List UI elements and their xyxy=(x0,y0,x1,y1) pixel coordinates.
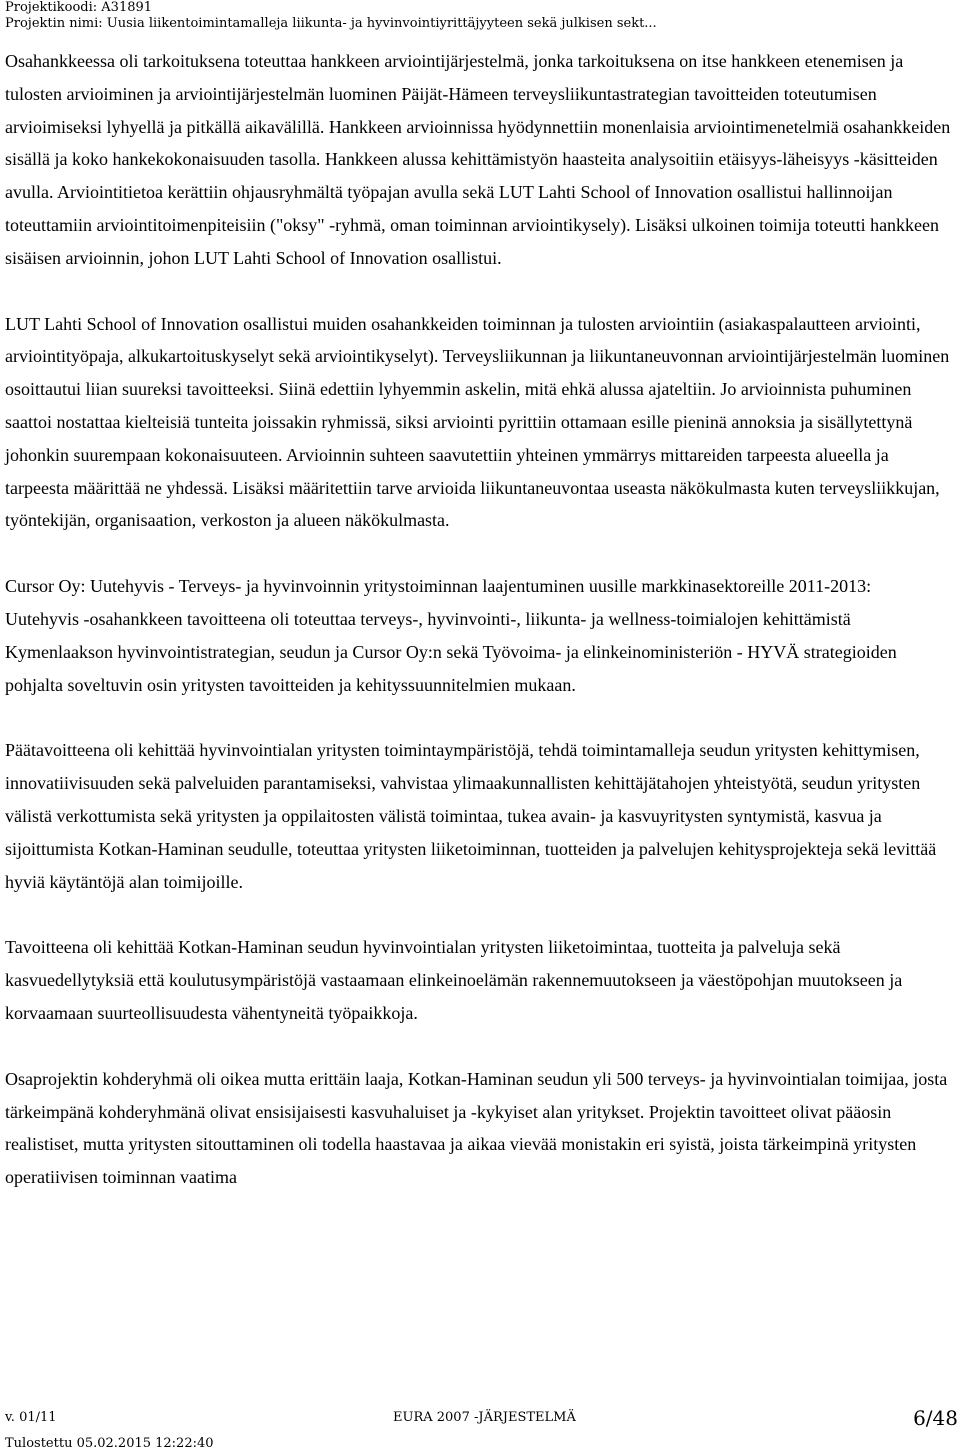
paragraph-lut-evaluation: LUT Lahti School of Innovation osallistui muiden osahankkeiden toiminnan ja tulosten arviointiin (asiakaspalautteen arviointi, arviointityöpaja, alkukartoituskyselyt sekä arviointikyselyt). Terveysliikunnan ja liikuntaneuvonnan arviointijärjestelmän luominen osoittautui liian suureksi tavoitteeksi. Siinä edettiin lyhyemmin askelin, mitä ehkä alussa ajateltiin. Jo arvioinnista puhuminen saattoi nostattaa kielteisiä tunteita joissakin ryhmissä, siksi arviointi pyrittiin ottamaan esille pieninä annoksia ja sisällytettynä johonkin suurempaan kokonaisuuteen. Arvioinnin suhteen saavutettiin yhteinen ymmärrys mittareiden tarpeesta alueella ja tarpeesta määrittää ne yhdessä. Lisäksi määritettiin tarve arvioida liikuntaneuvontaa useasta näkökulmasta kuten terveysliikkujan, työntekijän, organisaation, verkoston ja alueen näkökulmasta. xyxy=(5,313,950,531)
project-code: Projektikoodi: A31891 xyxy=(5,0,153,15)
paragraph-goal-kotka: Tavoitteena oli kehittää Kotkan-Haminan seudun hyvinvointialan yritysten liiketoimintaa, tuotteita ja palveluja sekä kasvuedellytyksiä että koulutusympäristöjä vastaamaan elinkeinoelämän rakennemuutokseen ja väestöpohjan muutokseen ja korvaamaan suurteollisuudesta vähentyneitä työpaikkoja. xyxy=(5,937,903,1023)
project-name: Projektin nimi: Uusia liikentoimintamalleja liikunta- ja hyvinvointiyrittäjyyteen sekä julkisen sekt... xyxy=(5,16,657,31)
printed-timestamp: Tulostettu 05.02.2015 12:22:40 xyxy=(5,1436,214,1451)
page-number: 6/48 xyxy=(913,1406,958,1430)
system-label: EURA 2007 -JÄRJESTELMÄ xyxy=(393,1410,576,1425)
version-label: v. 01/11 xyxy=(5,1410,57,1425)
document-footer xyxy=(5,1406,960,1454)
paragraph-main-goal: Päätavoitteena oli kehittää hyvinvointialan yritysten toimintaympäristöjä, tehdä toimintamalleja seudun yritysten kehittymisen, innovatiivisuuden sekä palveluiden parantamiseksi, vahvistaa ylimaakunnallisten kehittäjätahojen yhteistyötä, seudun yritysten välistä verkottumista sekä yritysten ja oppilaitosten välistä toimintaa, tukea avain- ja kasvuyritysten syntymistä, kasvua ja sijoittumista Kotkan-Haminan seudulle, toteuttaa yritysten liiketoiminnan, tuotteiden ja palvelujen kehitysprojekteja sekä levittää hyviä käytäntöjä alan toimijoille. xyxy=(5,740,937,892)
paragraph-target-group: Osaprojektin kohderyhmä oli oikea mutta erittäin laaja, Kotkan-Haminan seudun yli 500 terveys- ja hyvinvointialan toimijaa, josta tärkeimpänä kohderyhmänä olivat ensisijaisesti kasvuhaluiset ja -kykyiset alan yritykset. Projektin tavoitteet olivat pääosin realistiset, mutta yritysten sitouttaminen oli todella haastavaa ja aikaa vievää monistakin eri syistä, joista tärkeimpinä yritysten operatiivisen toiminnan vaatima xyxy=(5,1068,948,1188)
document-header xyxy=(5,0,955,32)
document-body xyxy=(5,45,953,1227)
section-heading-cursor: Cursor Oy: Uutehyvis - Terveys- ja hyvinvoinnin yritystoiminnan laajentuminen uusille markkinasektoreille 2011-2013: xyxy=(5,576,872,597)
paragraph-uutehyvis-goal: Uutehyvis -osahankkeen tavoitteena oli toteuttaa terveys-, hyvinvointi-, liikunta- ja wellness-toimialojen kehittämistä Kymenlaakson hyvinvointistrategian, seudun ja Cursor Oy:n sekä Työvoima- ja elinkeinoministeriön - HYVÄ strategioiden pohjalta soveltuvin osin yritysten tavoitteiden ja kehityssuunnitelmien mukaan. xyxy=(5,608,897,695)
paragraph-evaluation-system: Osahankkeessa oli tarkoituksena toteuttaa hankkeen arviointijärjestelmä, jonka tarkoituksena on itse hankkeen etenemisen ja tulosten arvioiminen ja arviointijärjestelmän luominen Päijät-Hämeen terveysliikuntastrategian tavoitteiden toteutumisen arvioimiseksi lyhyellä ja pitkällä aikavälillä. Hankkeen arvioinnissa hyödynnettiin monenlaisia arviointimenetelmiä osahankkeiden sisällä ja koko hankekokonaisuuden tasolla. Hankkeen alussa kehittämistyön haasteita analysoitiin etäisyys-läheisyys -käsitteiden avulla. Arviointitietoa kerättiin ohjausryhmältä työpajan avulla sekä LUT Lahti School of Innovation osallistui hallinnoijan toteuttamiin arviointitoimenpiteisiin ("oksy" -ryhmä, oman toiminnan arviointikysely). Lisäksi ulkoinen toimija toteutti hankkeen sisäisen arvioinnin, johon LUT Lahti School of Innovation osallistui. xyxy=(5,51,951,268)
